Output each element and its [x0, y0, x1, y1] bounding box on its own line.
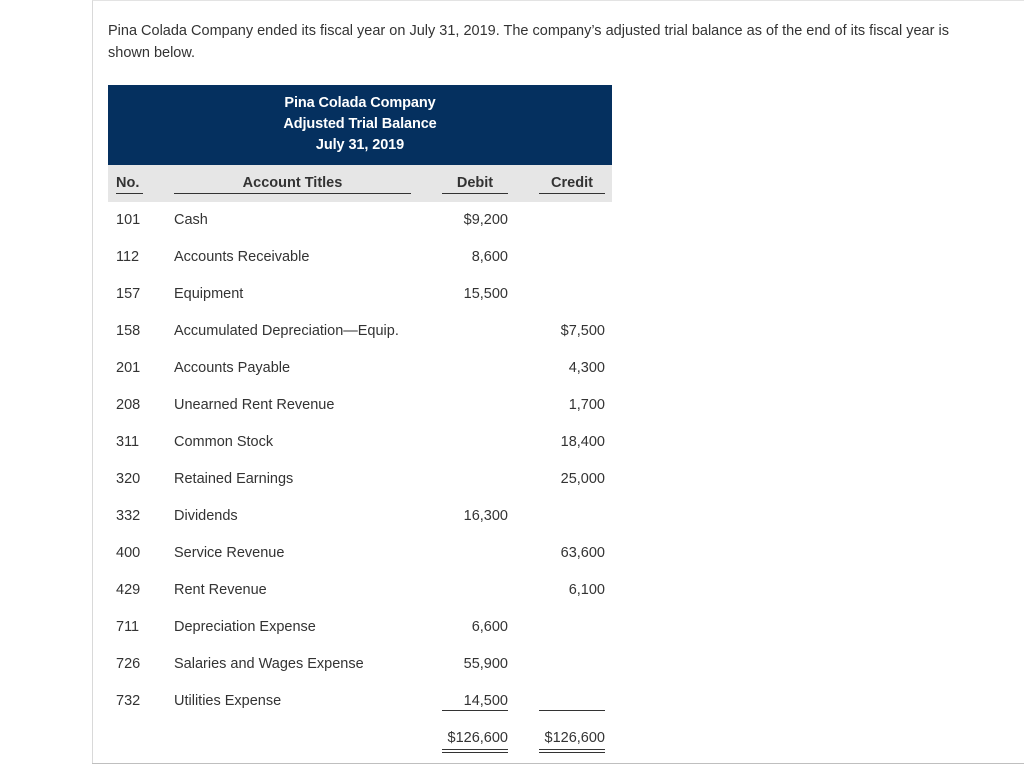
company-name: Pina Colada Company: [284, 95, 436, 111]
account-number: 157: [116, 286, 141, 302]
account-title: Depreciation Expense: [174, 619, 316, 635]
account-number: 101: [116, 212, 141, 228]
table-row: [108, 535, 612, 572]
total-debit-double-underline: [442, 749, 508, 753]
trial-balance-table: [108, 85, 612, 757]
table-row: [108, 276, 612, 313]
table-row: [108, 313, 612, 350]
account-number: 711: [116, 619, 140, 635]
credit-amount: 1,700: [568, 397, 605, 413]
table-row: [108, 239, 612, 276]
table-row: [108, 461, 612, 498]
debit-amount: 6,600: [471, 619, 508, 635]
account-number: 158: [116, 323, 141, 339]
credit-amount: 25,000: [560, 471, 605, 487]
debit-amount: 14,500: [463, 693, 508, 709]
debit-amount: 8,600: [471, 249, 508, 265]
account-number: 112: [116, 249, 140, 265]
statement-name: Adjusted Trial Balance: [283, 116, 437, 132]
table-row: [108, 350, 612, 387]
account-title: Salaries and Wages Expense: [174, 656, 364, 672]
credit-amount: 6,100: [568, 582, 605, 598]
debit-amount: 55,900: [463, 656, 508, 672]
account-title: Accumulated Depreciation—Equip.: [174, 323, 399, 339]
credit-amount: $7,500: [560, 323, 605, 339]
account-number: 332: [116, 508, 141, 524]
account-title: Accounts Payable: [174, 360, 291, 376]
credit-amount: 4,300: [568, 360, 605, 376]
account-title: Service Revenue: [174, 545, 285, 561]
column-header-account-titles: Account Titles: [174, 175, 411, 194]
account-number: 732: [116, 693, 141, 709]
total-credit: $126,600: [544, 730, 605, 746]
table-row: [108, 572, 612, 609]
account-number: 208: [116, 397, 141, 413]
credit-amount: 63,600: [560, 545, 605, 561]
total-debit: $126,600: [447, 730, 508, 746]
account-title: Cash: [174, 212, 208, 228]
table-row: [108, 387, 612, 424]
table-row: [108, 683, 612, 720]
statement-date: July 31, 2019: [315, 137, 405, 153]
table-row: [108, 646, 612, 683]
credit-column-underline: [539, 710, 605, 711]
credit-amount: 18,400: [560, 434, 605, 450]
table-row: [108, 498, 612, 535]
account-title: Retained Earnings: [174, 471, 294, 487]
column-header-credit: Credit: [539, 175, 605, 194]
account-number: 320: [116, 471, 141, 487]
table-row: [108, 609, 612, 646]
debit-column-underline: [442, 710, 508, 711]
totals-row: [108, 720, 612, 757]
account-number: 201: [116, 360, 141, 376]
account-title: Rent Revenue: [174, 582, 267, 598]
table-header: [108, 85, 612, 165]
column-header-no: No.: [116, 175, 143, 194]
account-number: 311: [116, 434, 140, 450]
debit-amount: 15,500: [463, 286, 508, 302]
column-header-debit: Debit: [442, 175, 508, 194]
account-number: 429: [116, 582, 141, 598]
account-title: Unearned Rent Revenue: [174, 397, 335, 413]
total-credit-double-underline: [539, 749, 605, 753]
account-title: Equipment: [174, 286, 244, 302]
account-number: 726: [116, 656, 141, 672]
account-number: 400: [116, 545, 141, 561]
account-title: Common Stock: [174, 434, 274, 450]
account-title: Accounts Receivable: [174, 249, 310, 265]
intro-paragraph: Pina Colada Company ended its fiscal year on July 31, 2019. The company’s adjusted trial balance as of the end of its fiscal year is shown below.: [108, 23, 949, 61]
account-title: Utilities Expense: [174, 693, 282, 709]
debit-amount: 16,300: [463, 508, 508, 524]
column-headers: [108, 165, 612, 202]
account-title: Dividends: [174, 508, 238, 524]
table-row: [108, 424, 612, 461]
table-row: [108, 202, 612, 239]
debit-amount: $9,200: [463, 212, 508, 228]
table-body: [108, 202, 612, 720]
